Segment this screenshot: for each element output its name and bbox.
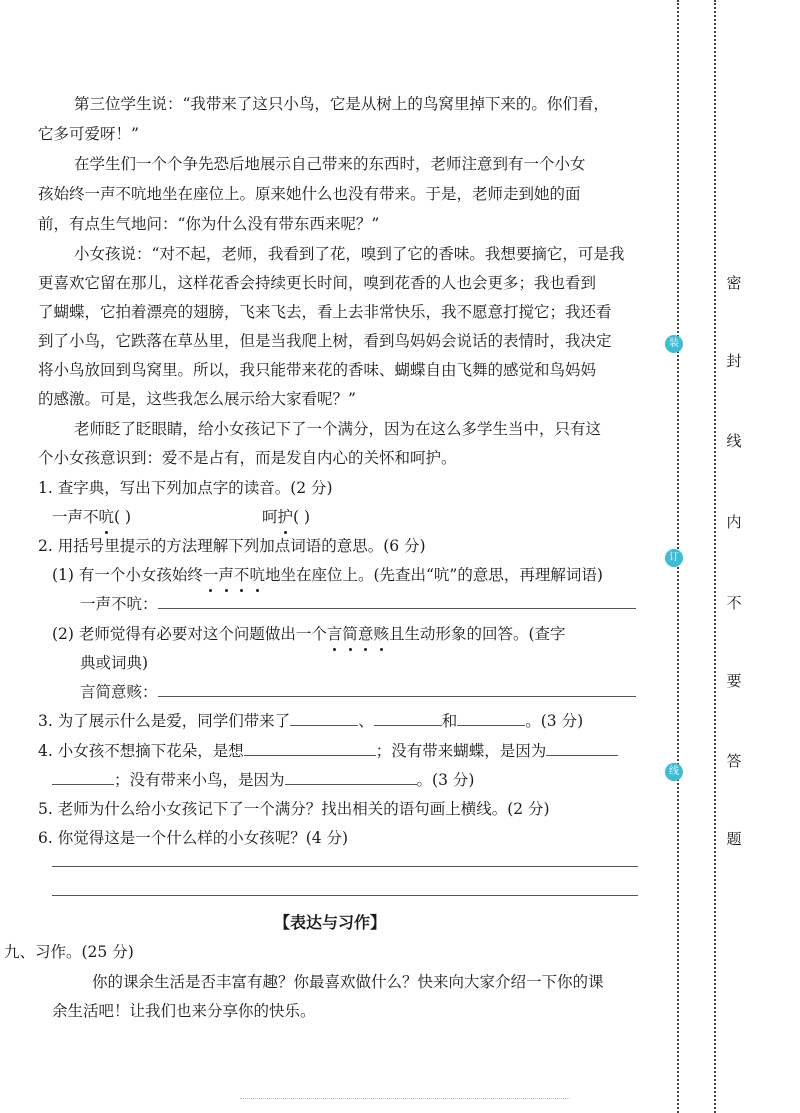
- section-title: 【表达与习作】: [273, 913, 386, 932]
- essay-prompt-line: 余生活吧！让我们也来分享你的快乐。: [52, 1002, 316, 1020]
- question-2: 2. 用括号里提示的方法理解下列加点词语的意思。(6 分): [38, 537, 426, 555]
- q1-item-2: 呵护( ): [262, 505, 310, 527]
- passage-line: 的感激。可是，这些我怎么展示给大家看呢？”: [38, 390, 356, 408]
- answer-blank[interactable]: [374, 713, 442, 726]
- answer-blank[interactable]: [290, 713, 358, 726]
- question-3: 3. 为了展示什么是爱，同学们带来了 、 和 。(3 分): [38, 712, 584, 730]
- binding-char: 不: [726, 594, 742, 612]
- binding-char: 封: [726, 352, 742, 370]
- question-5: 5. 老师为什么给小女孩记下了一个满分？找出相关的语句画上横线。(2 分): [38, 800, 550, 818]
- passage-line: 将小鸟放回到鸟窝里。所以，我只能带来花的香味、蝴蝶自由飞舞的感觉和鸟妈妈: [38, 361, 597, 379]
- binding-char: 密: [726, 274, 742, 292]
- passage-line: 孩始终一声不吭地坐在座位上。原来她什么也没有带来。于是，老师走到她的面: [38, 185, 581, 203]
- question-1: 1. 查字典，写出下列加点字的读音。(2 分): [38, 479, 333, 497]
- dotted-cut-line: [714, 0, 716, 1113]
- binding-circle-mark: 订: [665, 549, 683, 567]
- binding-char: 题: [726, 830, 742, 848]
- passage-line: 在学生们一个个争先恐后地展示自己带来的东西时，老师注意到有一个小女: [74, 155, 586, 173]
- answer-line[interactable]: [52, 895, 638, 896]
- passage-line: 老师眨了眨眼睛，给小女孩记下了一个满分，因为在这么多学生当中，只有这: [74, 420, 602, 438]
- answer-blank[interactable]: [457, 713, 525, 726]
- passage-line: 到了小鸟，它跌落在草丛里，但是当我爬上树，看到鸟妈妈会说话的表情时，我决定: [38, 332, 612, 350]
- q1-item-1: 一声不吭( ): [52, 505, 131, 527]
- dotted-char: 护: [278, 505, 294, 527]
- q2-sub-2: (2) 老师觉得有必要对这个问题做出一个言简意赅且生动形象的回答。(查字: [52, 622, 566, 644]
- q2-sub-1: (1) 有一个小女孩始终一声不吭地坐在座位上。(先查出“吭”的意思，再理解词语): [52, 563, 603, 585]
- answer-blank[interactable]: [546, 743, 618, 756]
- dotted-char: 言: [327, 622, 343, 644]
- dotted-char: 简: [342, 622, 358, 644]
- answer-paren[interactable]: ( ): [114, 508, 132, 526]
- binding-circle-mark: 装: [665, 335, 683, 353]
- q2-1-label: 一声不吭：: [80, 595, 158, 613]
- question-6: 6. 你觉得这是一个什么样的小女孩呢？(4 分): [38, 829, 349, 847]
- dotted-char: 不: [234, 563, 250, 585]
- answer-blank[interactable]: [52, 772, 114, 785]
- dotted-char: 一: [203, 563, 219, 585]
- passage-line: 小女孩说：“对不起，老师，我看到了花，嗅到了它的香味。我想要摘它，可是我: [74, 245, 625, 263]
- binding-char: 内: [726, 513, 742, 531]
- passage-line: 第三位学生说：“我带来了这只小鸟，它是从树上的鸟窝里掉下来的。你们看，: [74, 95, 609, 113]
- dotted-char: 声: [218, 563, 234, 585]
- dotted-char: 赅: [373, 622, 389, 644]
- dotted-char: 吭: [249, 563, 265, 585]
- question-4: 4. 小女孩不想摘下花朵，是想 ；没有带来蝴蝶，是因为: [38, 739, 618, 761]
- answer-paren[interactable]: ( ): [293, 508, 311, 526]
- passage-line: 更喜欢它留在那儿，这样花香会持续更长时间，嗅到花香的人也会更多；我也看到: [38, 274, 597, 292]
- answer-line[interactable]: [158, 696, 636, 697]
- passage-line: 个小女孩意识到：爱不是占有，而是发自内心的关怀和呵护。: [38, 449, 457, 467]
- q2-2-label: 言简意赅：: [80, 683, 158, 701]
- question-4-cont: ；没有带来小鸟，是因为 。(3 分): [52, 768, 474, 790]
- dotted-char: 意: [358, 622, 374, 644]
- binding-char: 线: [726, 432, 742, 450]
- binding-char: 要: [726, 672, 742, 690]
- answer-blank[interactable]: [285, 772, 417, 785]
- question-9: 九、习作。(25 分): [4, 943, 134, 961]
- essay-prompt-line: 你的课余生活是否丰富有趣？你最喜欢做什么？快来向大家介绍一下你的课: [92, 973, 604, 991]
- answer-blank[interactable]: [244, 743, 376, 756]
- passage-line: 了蝴蝶，它拍着漂亮的翅膀，飞来飞去，看上去非常快乐，我不愿意打搅它；我还看: [38, 303, 612, 321]
- q2-2-line2: 典或词典): [80, 654, 149, 672]
- passage-line: 它多可爱呀！”: [38, 125, 139, 143]
- binding-circle-mark: 线: [665, 763, 683, 781]
- faint-bleed-through: [240, 1090, 570, 1099]
- dotted-char: 吭: [99, 505, 115, 527]
- answer-line[interactable]: [158, 608, 636, 609]
- passage-line: 前，有点生气地问：“你为什么没有带东西来呢？”: [38, 215, 380, 233]
- binding-char: 答: [726, 752, 742, 770]
- answer-line[interactable]: [52, 866, 638, 867]
